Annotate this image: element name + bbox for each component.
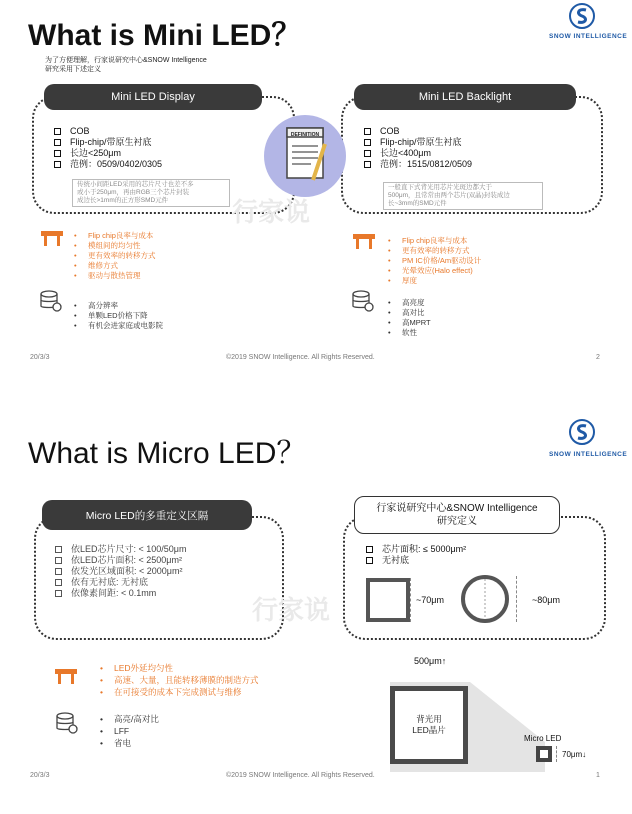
list-item: • 高亮度 xyxy=(388,298,425,307)
chip-label: 背光用 xyxy=(416,714,442,724)
slide-title: What is Mini LED？ xyxy=(28,19,302,52)
checkbox-icon xyxy=(55,579,62,586)
backlight-size-label: 500μm↑ xyxy=(414,656,447,666)
definition-item: 依像素间距: < 0.1mm xyxy=(55,588,186,599)
footer-date: 20/3/3 xyxy=(30,772,50,779)
list-item: • 高MPRT xyxy=(388,318,431,327)
list-item: • 模组间的均匀性 xyxy=(74,241,141,250)
checkbox-icon xyxy=(54,139,61,146)
benefit-list xyxy=(100,713,159,749)
spec-item: 无衬底 xyxy=(366,555,466,566)
definition-item: 依有无衬底: 无衬底 xyxy=(55,577,186,588)
square-chip-shape xyxy=(366,578,410,622)
intro-line: 为了方便理解，行家说研究中心&SNOW Intelligence xyxy=(45,57,207,64)
logo-wordmark: SNOW INTELLIGENCE xyxy=(549,451,628,458)
card-header: 行家说研究中心&SNOW Intelligence 研究定义 xyxy=(354,496,560,534)
spec-item: 长边<400μm xyxy=(364,148,472,159)
card-header: Mini LED Backlight xyxy=(354,84,576,110)
list-item: • PM IC价格/Am驱动设计 xyxy=(388,256,482,265)
database-icon xyxy=(352,290,374,312)
list-item: • LFF xyxy=(100,726,130,736)
spec-item: Flip-chip/带原生衬底 xyxy=(54,137,162,148)
challenge-list xyxy=(388,236,481,286)
list-item: • 省电 xyxy=(100,738,132,748)
checkbox-icon xyxy=(364,128,371,135)
watermark: 行家说 xyxy=(232,197,311,227)
spec-list xyxy=(54,126,162,170)
list-item: • 软性 xyxy=(388,328,417,337)
challenge-list xyxy=(100,662,259,698)
checkbox-icon xyxy=(366,557,373,564)
footer-date: 20/3/3 xyxy=(30,354,50,361)
spec-item: Flip-chip/带原生衬底 xyxy=(364,137,472,148)
snow-logo-icon xyxy=(568,2,596,30)
chip-label: LED晶片 xyxy=(412,725,446,735)
checkbox-icon xyxy=(54,161,61,168)
snow-logo-icon xyxy=(568,418,596,446)
dimension-line xyxy=(516,576,517,622)
spec-item: 芯片面积: ≤ 5000μm² xyxy=(366,544,466,555)
circle-size-label: ~80μm xyxy=(532,595,560,605)
dimension-line xyxy=(410,578,411,622)
list-item: • 有机会进家庭或电影院 xyxy=(74,321,163,330)
benefit-list xyxy=(388,298,431,338)
square-size-label: ~70μm xyxy=(416,595,444,605)
logo-wordmark: SNOW INTELLIGENCE xyxy=(549,33,628,40)
database-icon xyxy=(40,290,62,312)
card-header: Mini LED Display xyxy=(44,84,262,110)
checkbox-icon xyxy=(55,590,62,597)
micro-size-label: 70μm↓ xyxy=(562,750,587,759)
checkbox-icon xyxy=(54,128,61,135)
footnote-box: 传统小间距LED采用的芯片尺寸也差不多 或小于250μm，再由RGB三个芯片封装 成边长>1mm的正方形SMD元件 xyxy=(72,179,230,207)
spec-list xyxy=(364,126,472,170)
checkbox-icon xyxy=(366,546,373,553)
checkbox-icon xyxy=(55,546,62,553)
barrier-icon xyxy=(352,233,376,249)
checkbox-icon xyxy=(55,568,62,575)
watermark: 行家说 xyxy=(252,595,331,625)
definition-list xyxy=(55,544,186,599)
spec-list xyxy=(366,544,466,566)
barrier-icon xyxy=(54,668,78,684)
list-item: • Flip chip良率与成本 xyxy=(388,236,468,245)
definition-badge-icon xyxy=(263,114,347,198)
list-item: • 驱动与散热管理 xyxy=(74,271,141,280)
footer-copyright: ©2019 SNOW Intelligence. All Rights Reserved. xyxy=(226,354,375,361)
barrier-icon xyxy=(40,230,64,246)
spec-item: 范例：1515/0812/0509 xyxy=(364,159,472,170)
micro-led-label: Micro LED xyxy=(524,734,562,743)
list-item: • 高对比 xyxy=(388,308,425,317)
definition-item: 依LED芯片面积: < 2500μm² xyxy=(55,555,186,566)
list-item: • 更有效率的转移方式 xyxy=(388,246,470,255)
backlight-chip xyxy=(390,686,468,764)
list-item: • 光晕效应(Halo effect) xyxy=(388,266,473,275)
benefit-list xyxy=(74,301,163,331)
intro-line: 研究采用下述定义 xyxy=(45,66,101,73)
footer-copyright: ©2019 SNOW Intelligence. All Rights Reserved. xyxy=(226,772,375,779)
list-item: • 高亮/高对比 xyxy=(100,714,159,724)
checkbox-icon xyxy=(54,150,61,157)
challenge-list xyxy=(74,231,156,281)
list-item: • 在可接受的成本下完成测试与维修 xyxy=(100,687,242,697)
list-item: • 更有效率的转移方式 xyxy=(74,251,156,260)
list-item: • 厚度 xyxy=(388,276,417,285)
checkbox-icon xyxy=(55,557,62,564)
slide-title: What is Micro LED？ xyxy=(28,437,307,470)
checkbox-icon xyxy=(364,139,371,146)
slide-mini-led xyxy=(0,0,632,375)
checkbox-icon xyxy=(364,161,371,168)
circle-chip-shape xyxy=(460,574,510,624)
slide-micro-led xyxy=(0,410,632,814)
spec-item: 长边<250μm xyxy=(54,148,162,159)
database-icon xyxy=(56,712,78,734)
spec-item: COB xyxy=(364,126,472,137)
dimension-line xyxy=(556,746,557,762)
list-item: • 高速、大量，且能转移薄膜的制造方式 xyxy=(100,675,259,685)
micro-led-chip xyxy=(536,746,552,762)
list-item: • 单颗LED价格下降 xyxy=(74,311,148,320)
page-number: 1 xyxy=(596,772,600,779)
page-number: 2 xyxy=(596,354,600,361)
list-item: • Flip chip良率与成本 xyxy=(74,231,154,240)
footnote-box: 一般直下式背光用芯片光斑边都大于 500μm，且常常由两个芯片(双晶)封装成边 长~3mm的SMD元件 xyxy=(383,182,543,210)
list-item: • 高分辨率 xyxy=(74,301,118,310)
definition-item: 依发光区域面积: < 2000μm² xyxy=(55,566,186,577)
checkbox-icon xyxy=(364,150,371,157)
list-item: • 维修方式 xyxy=(74,261,118,270)
definition-label: DEFINITION xyxy=(290,132,320,138)
definition-item: 依LED芯片尺寸: < 100/50μm xyxy=(55,544,186,555)
intro-text xyxy=(45,56,207,74)
list-item: • LED外延均匀性 xyxy=(100,663,174,673)
card-header: Micro LED的多重定义区隔 xyxy=(42,500,252,530)
spec-item: COB xyxy=(54,126,162,137)
spec-item: 范例：0509/0402/0305 xyxy=(54,159,162,170)
